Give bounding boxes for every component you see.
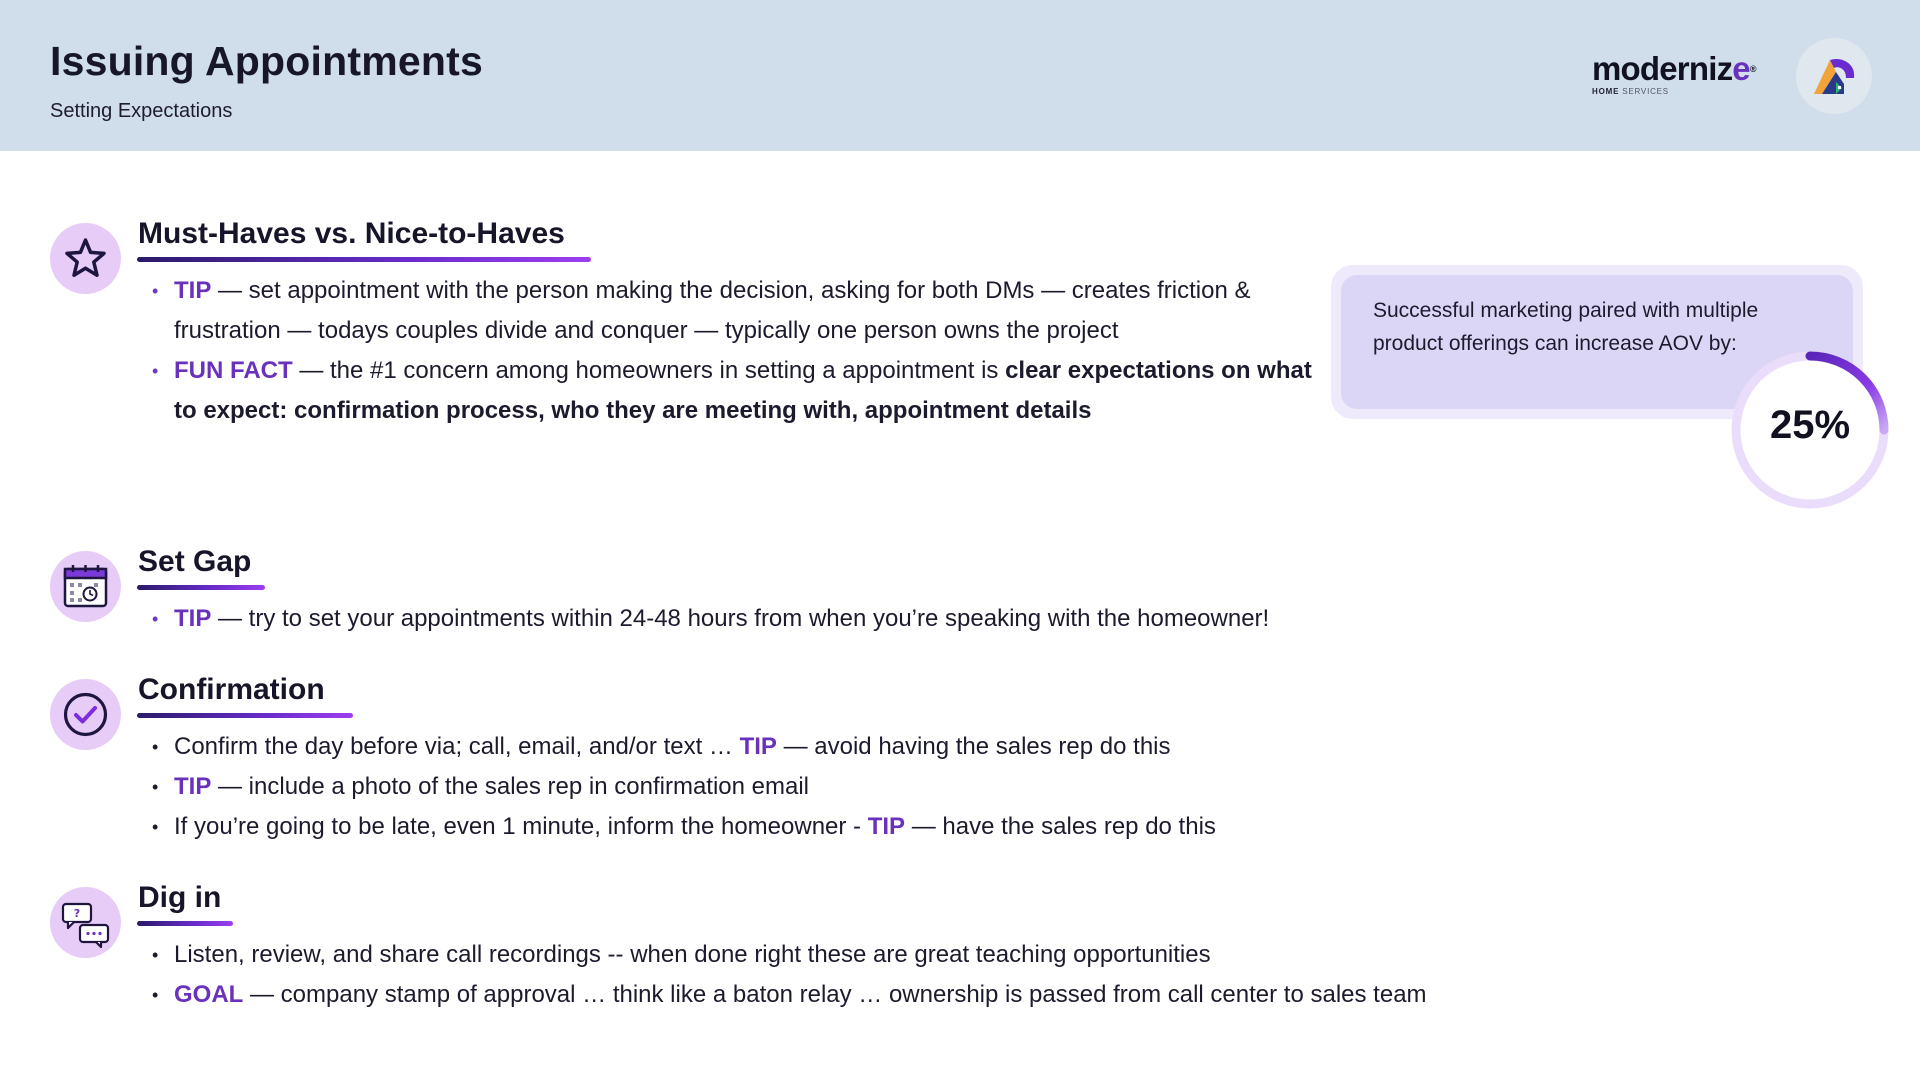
section-title-must-haves: Must-Haves vs. Nice-to-Haves [138,217,565,250]
title-underline [137,921,233,926]
list-item: • TIP — try to set your appointments within 24-48 hours from when you’re speaking with the homeowner! [152,599,1452,639]
page-title: Issuing Appointments [50,38,483,84]
list-item: • If you’re going to be late, even 1 minute, inform the homeowner - TIP — have the sales rep do this [152,807,1452,847]
stat-value: 25% [1769,403,1851,447]
chat-bubbles-icon [50,887,121,958]
title-underline [137,257,591,262]
section-title-dig-in: Dig in [138,881,222,914]
header-bar [0,0,1920,151]
section-title-confirmation: Confirmation [138,673,325,706]
dig-in-list [152,935,1552,1015]
confirmation-list [152,727,1452,847]
star-icon [50,223,121,294]
calendar-icon [50,551,121,622]
list-item: • Confirm the day before via; call, email, and/or text … TIP — avoid having the sales rep do this [152,727,1452,767]
list-item: • FUN FACT — the #1 concern among homeowners in setting a appointment is clear expectations on what to expect: confirmation process, who they are meeting with, appointment details [152,351,1312,431]
svg-text:?: ? [73,907,81,920]
list-item: • TIP — set appointment with the person making the decision, asking for both DMs — creates friction & frustration — todays couples divide and conquer — typically one person owns the project [152,271,1312,351]
must-haves-list [152,271,1312,431]
list-item: • TIP — include a photo of the sales rep in confirmation email [152,767,1452,807]
list-item: • GOAL — company stamp of approval … think like a baton relay … ownership is passed from call center to sales team [152,975,1552,1015]
modernize-logo: modernize® HOME SERVICES [1592,50,1756,96]
house-logo-icon [1810,54,1858,98]
list-item: • Listen, review, and share call recordings -- when done right these are great teaching opportunities [152,935,1552,975]
section-title-set-gap: Set Gap [138,545,252,578]
checkmark-circle-icon [50,679,121,750]
set-gap-list [152,599,1452,639]
stat-description: Successful marketing paired with multiple product offerings can increase AOV by: [1373,299,1759,355]
page-subtitle: Setting Expectations [50,100,233,122]
title-underline [137,713,353,718]
brand-badge [1796,38,1872,114]
title-underline [137,585,265,590]
